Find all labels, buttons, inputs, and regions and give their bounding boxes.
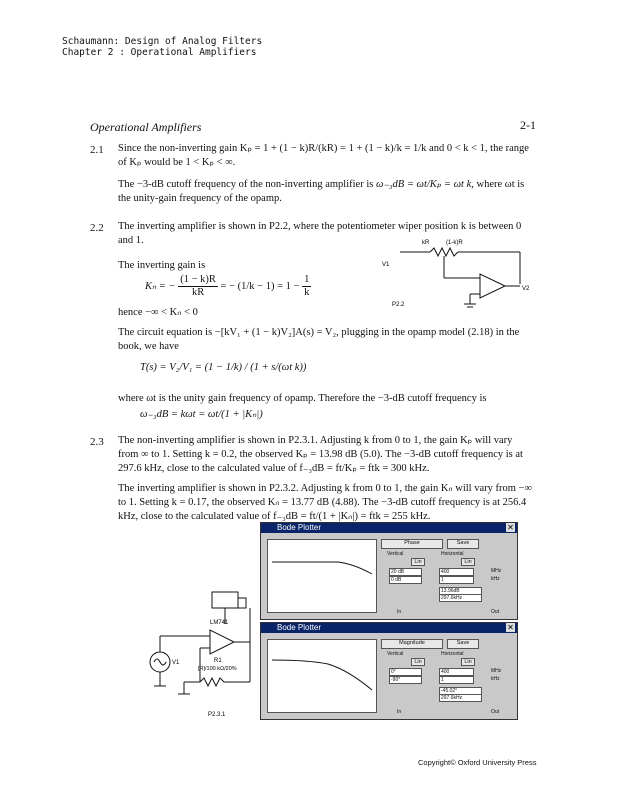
bode-plot-1 xyxy=(267,539,377,613)
bode-plot-2 xyxy=(267,639,377,713)
close-icon[interactable]: ✕ xyxy=(507,523,514,532)
cutoff-text-a: The −3-dB cutoff frequency of the non-inverting amplifier is xyxy=(118,179,374,190)
vertical-label-2: Vertical xyxy=(387,651,404,657)
horizontal-label-2: Horizontal xyxy=(441,651,464,657)
bode-titlebar-1[interactable] xyxy=(261,523,517,533)
bode-titlebar-2[interactable] xyxy=(261,623,517,633)
vertical-initial-field-1[interactable]: 0 dB xyxy=(389,576,422,584)
vertical-final-field-2[interactable]: 0° xyxy=(389,668,422,676)
inverting-gain-label: The inverting gain is xyxy=(118,260,206,271)
eq-frac-top: (1 − k)R xyxy=(180,274,216,285)
eq-frac2-bot: k xyxy=(304,287,310,298)
header-line-1: Schaumann: Design of Analog Filters xyxy=(62,36,263,47)
problem-number-2-2: 2.2 xyxy=(90,222,104,234)
label-kr: kR xyxy=(422,240,430,246)
circuit-equation-text: The circuit equation is −[kV₁ + (1 − k)V₂]A(s) = V₂, plugging in the opamp model (2.18) in the book, we have xyxy=(118,327,520,352)
eq-mid2: (1/k − 1) = 1 − xyxy=(237,280,300,292)
horizontal-final-field-2[interactable]: 400 xyxy=(439,668,474,676)
r1-label: R1 xyxy=(214,658,222,664)
bode-title-1: Bode Plotter xyxy=(277,523,322,532)
vertical-initial-field-2[interactable]: -90° xyxy=(389,676,422,684)
eq-frac-bot: kR xyxy=(191,287,205,298)
problem-2-1-cutoff xyxy=(118,178,533,206)
inverting-gain-equation xyxy=(145,274,311,299)
r1-value: [R]/100 kΩ/20% xyxy=(198,666,237,672)
response-curve xyxy=(272,660,372,690)
section-title: Operational Amplifiers xyxy=(90,120,202,134)
problem-2-1-text: Since the non-inverting gain Kₚ = 1 + (1 − k)R/(kR) = 1 + (1 − k)/k = 1/k and 0 < k < 1, the range of Kₚ would be 1 < Kₚ < ∞. xyxy=(118,143,529,168)
figure-p2-2 xyxy=(380,236,540,316)
mode-button-1[interactable]: Phase xyxy=(381,539,443,549)
bode-plotter-window-1[interactable] xyxy=(260,522,518,620)
hence-range: hence −∞ < Kₙ < 0 xyxy=(118,307,198,318)
transfer-function: T(s) = V₂/V₁ = (1 − 1/k) / (1 + s/(ωt k)) xyxy=(140,362,307,373)
label-1kr: (1-k)R xyxy=(446,240,463,246)
horizontal-label-1: Horizontal xyxy=(441,551,464,557)
opamp-label: LM741 xyxy=(210,620,229,626)
potentiometer xyxy=(430,248,458,256)
mode-button-2[interactable]: Magnitude xyxy=(381,639,443,649)
horizontal-initial-field-1[interactable]: 1 xyxy=(439,576,474,584)
unity-gain-text: where ωt is the unity gain frequency of opamp. Therefore the −3-dB cutoff frequency is xyxy=(118,393,487,404)
bode-plotter-window-2[interactable] xyxy=(260,622,518,720)
figure-caption-p2-3-1: P2.3.1 xyxy=(208,712,226,718)
in-label-2: In xyxy=(397,709,402,715)
label-v2: V2 xyxy=(522,286,530,292)
out-label-1: Out xyxy=(491,609,500,615)
save-button-1[interactable]: Save xyxy=(447,539,479,549)
opamp-symbol xyxy=(210,630,234,654)
out-label-2: Out xyxy=(491,709,500,715)
horizontal-initial-unit-2: kHz xyxy=(491,676,500,682)
vertical-lin-button-1[interactable]: Lin xyxy=(411,558,425,566)
horizontal-initial-field-2[interactable]: 1 xyxy=(439,676,474,684)
readout-frequency-1: 297.6kHz xyxy=(439,594,482,602)
save-button-2[interactable]: Save xyxy=(447,639,479,649)
eq-lhs: Kₙ = − xyxy=(145,280,176,292)
close-icon[interactable]: ✕ xyxy=(507,623,514,632)
horizontal-lin-button-2[interactable]: Lin xyxy=(461,658,475,666)
document-header xyxy=(62,36,262,58)
eq-mid: = − xyxy=(220,280,235,292)
horizontal-initial-unit-1: kHz xyxy=(491,576,500,582)
bode-title-2: Bode Plotter xyxy=(277,623,322,632)
problem-2-3-text-1: The non-inverting amplifier is shown in P2.3.1. Adjusting k from 0 to 1, the gain Kₚ will vary from ∞ to 1. Setting k = 0.2, the observed Kₚ = 13.98 dB (5.0). The −3-dB cutoff frequency is at 297.6 kHz, close to the calculated value of f₋₃dB = ft/Kₚ = ftk = 300 kHz. xyxy=(118,435,523,474)
cutoff-equation: ω₋₃dB = ωt/Kₚ = ωt k xyxy=(375,179,472,190)
in-label-1: In xyxy=(397,609,402,615)
horizontal-lin-button-1[interactable]: Lin xyxy=(461,558,475,566)
horizontal-final-unit-1: MHz xyxy=(491,568,502,574)
phase-curve xyxy=(268,640,376,712)
instrument-block xyxy=(212,592,238,608)
vertical-final-field-1[interactable]: 20 dB xyxy=(389,568,422,576)
response-curve xyxy=(272,562,372,574)
copyright-notice: Copyright© Oxford University Press xyxy=(418,758,537,767)
magnitude-curve xyxy=(268,540,376,612)
vertical-lin-button-2[interactable]: Lin xyxy=(411,658,425,666)
vertical-label-1: Vertical xyxy=(387,551,404,557)
v1-label: V1 xyxy=(172,660,180,666)
cutoff-frequency-equation: ω₋₃dB = kωt = ωt/(1 + |Kₙ|) xyxy=(140,409,263,420)
header-line-2: Chapter 2 : Operational Amplifiers xyxy=(62,47,257,58)
horizontal-final-unit-2: MHz xyxy=(491,668,502,674)
problem-number-2-1: 2.1 xyxy=(90,144,104,156)
readout-value-1: 13.96dB xyxy=(439,587,482,595)
cutoff-text-b: , where ωt is the unity-gain frequency of the opamp. xyxy=(118,179,525,204)
problem-2-2-text: The inverting amplifier is shown in P2.2, where the potentiometer wiper position k is between 0 and 1. xyxy=(118,221,522,246)
resistor-r1 xyxy=(200,678,224,686)
readout-frequency-2: 297.6kHz xyxy=(439,694,482,702)
opamp-symbol xyxy=(480,274,505,298)
problem-number-2-3: 2.3 xyxy=(90,436,104,448)
sine-icon xyxy=(154,659,166,665)
horizontal-final-field-1[interactable]: 400 xyxy=(439,568,474,576)
eq-fraction-2 xyxy=(302,274,311,299)
problem-2-3-text-2: The inverting amplifier is shown in P2.3.2. Adjusting k from 0 to 1, the gain Kₙ will vary from −∞ to 1. Setting k = 0.17, the observed Kₙ = 13.77 dB (4.88). The −3-dB cutoff frequency is at 256.4 kHz, close to the calculated value of f₋₃dB = ft/(1 + |Kₙ|) = ftk = 255 kHz. xyxy=(118,483,532,522)
eq-fraction-1 xyxy=(178,274,218,299)
page-number: 2-1 xyxy=(520,118,536,132)
figure-caption-p2-2: P2.2 xyxy=(392,302,405,308)
eq-frac2-top: 1 xyxy=(304,274,310,285)
label-v1: V1 xyxy=(382,262,390,268)
instrument-connector xyxy=(238,598,246,608)
schematic-p2-3-1 xyxy=(140,590,265,720)
readout-value-2: -45.02° xyxy=(439,687,482,695)
